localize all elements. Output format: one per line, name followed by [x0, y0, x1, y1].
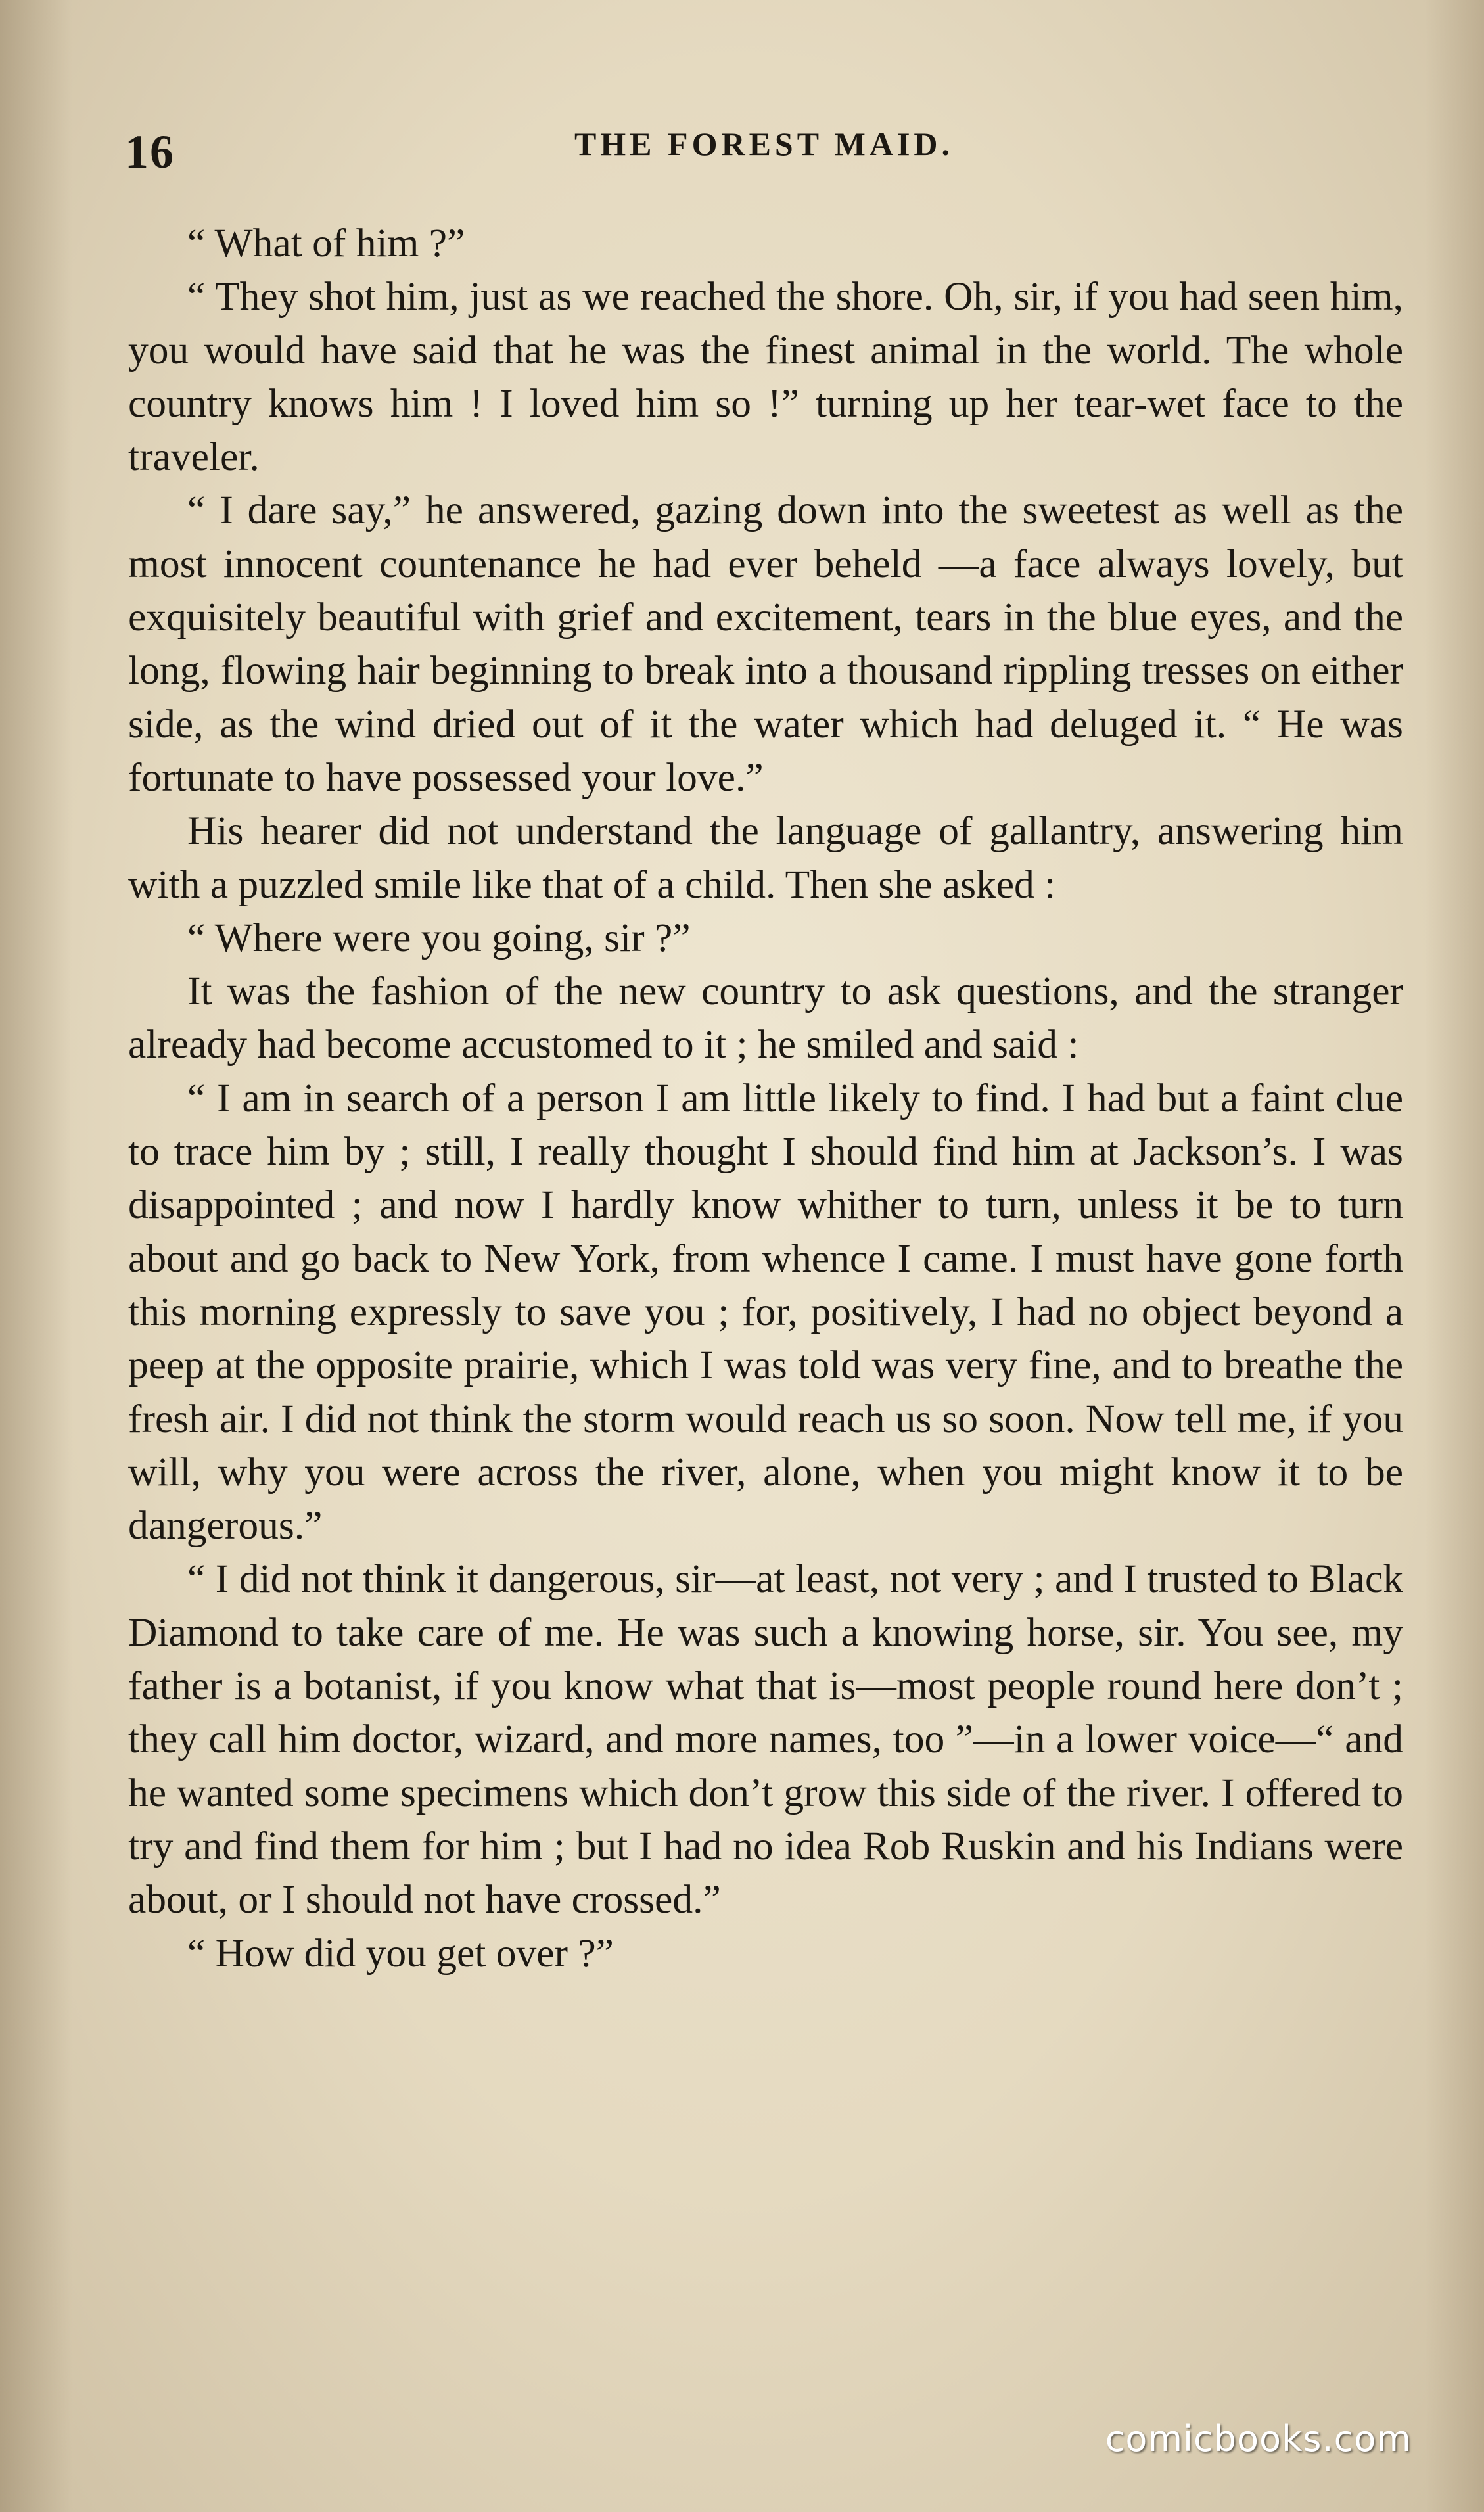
page-edge-shadow	[1425, 0, 1484, 2512]
paragraph: “ I dare say,” he answered, gazing down into the sweetest as well as the most innocent countenance he had ever beheld —a face always lovely, but exquisitely beautiful with grief and excitement, tears in the blue eyes, and the long, flowing hair beginning to break into a thousand rippling tresses on either side, as the wind dried out of it the water which had deluged it. “ He was fortunate to have possessed your love.”	[128, 488, 1403, 800]
paragraph: His hearer did not understand the language of gallantry, answering him with a puzzled smile like that of a child. Then she asked :	[128, 808, 1403, 907]
book-title: THE FOREST MAID.	[574, 126, 954, 162]
page-number: 16	[125, 126, 175, 178]
paragraph: “ I am in search of a person I am little likely to find. I had but a faint clue to trace him by ; still, I really thought I should find him at Jackson’s. I was disappointed ; and now I hardly know whither to turn, unless it be to turn about and go back to New York, from whence I came. I must have gone forth this morning expressly to save you ; for, positively, I had no object beyond a peep at the opposite prairie, which I was told was very fine, and to breathe the fresh air. I did not think the storm would reach us so soon. Now tell me, if you will, why you were across the river, alone, when you might know it to be dangerous.”	[128, 1075, 1403, 1548]
paragraph: “ They shot him, just as we reached the shore. Oh, sir, if you had seen him, you would have said that he was the finest animal in the world. The whole country knows him ! I loved him so !” turning up her tear-wet face to the traveler.	[128, 274, 1403, 480]
watermark: comicbooks.com	[1105, 2418, 1412, 2459]
paragraph: “ What of him ?”	[187, 221, 465, 266]
page-gutter-shadow	[0, 0, 72, 2512]
paragraph: “ Where were you going, sir ?”	[187, 915, 691, 960]
paragraph: It was the fashion of the new country to ask questions, and the stranger already had become accustomed to it ; he smiled and said :	[128, 969, 1403, 1067]
body-text	[128, 217, 1403, 1980]
paragraph: “ I did not think it dangerous, sir—at least, not very ; and I trusted to Black Diamond to take care of me. He was such a knowing horse, sir. You see, my father is a botanist, if you know what that is—most people round here don’t ; they call him doctor, wizard, and more names, too ”—in a lower voice—“ and he wanted some specimens which don’t grow this side of the river. I offered to try and find them for him ; but I had no idea Rob Ruskin and his Indians were about, or I should not have crossed.”	[128, 1556, 1403, 1922]
running-head	[125, 118, 1403, 184]
paragraph: “ How did you get over ?”	[187, 1930, 614, 1976]
